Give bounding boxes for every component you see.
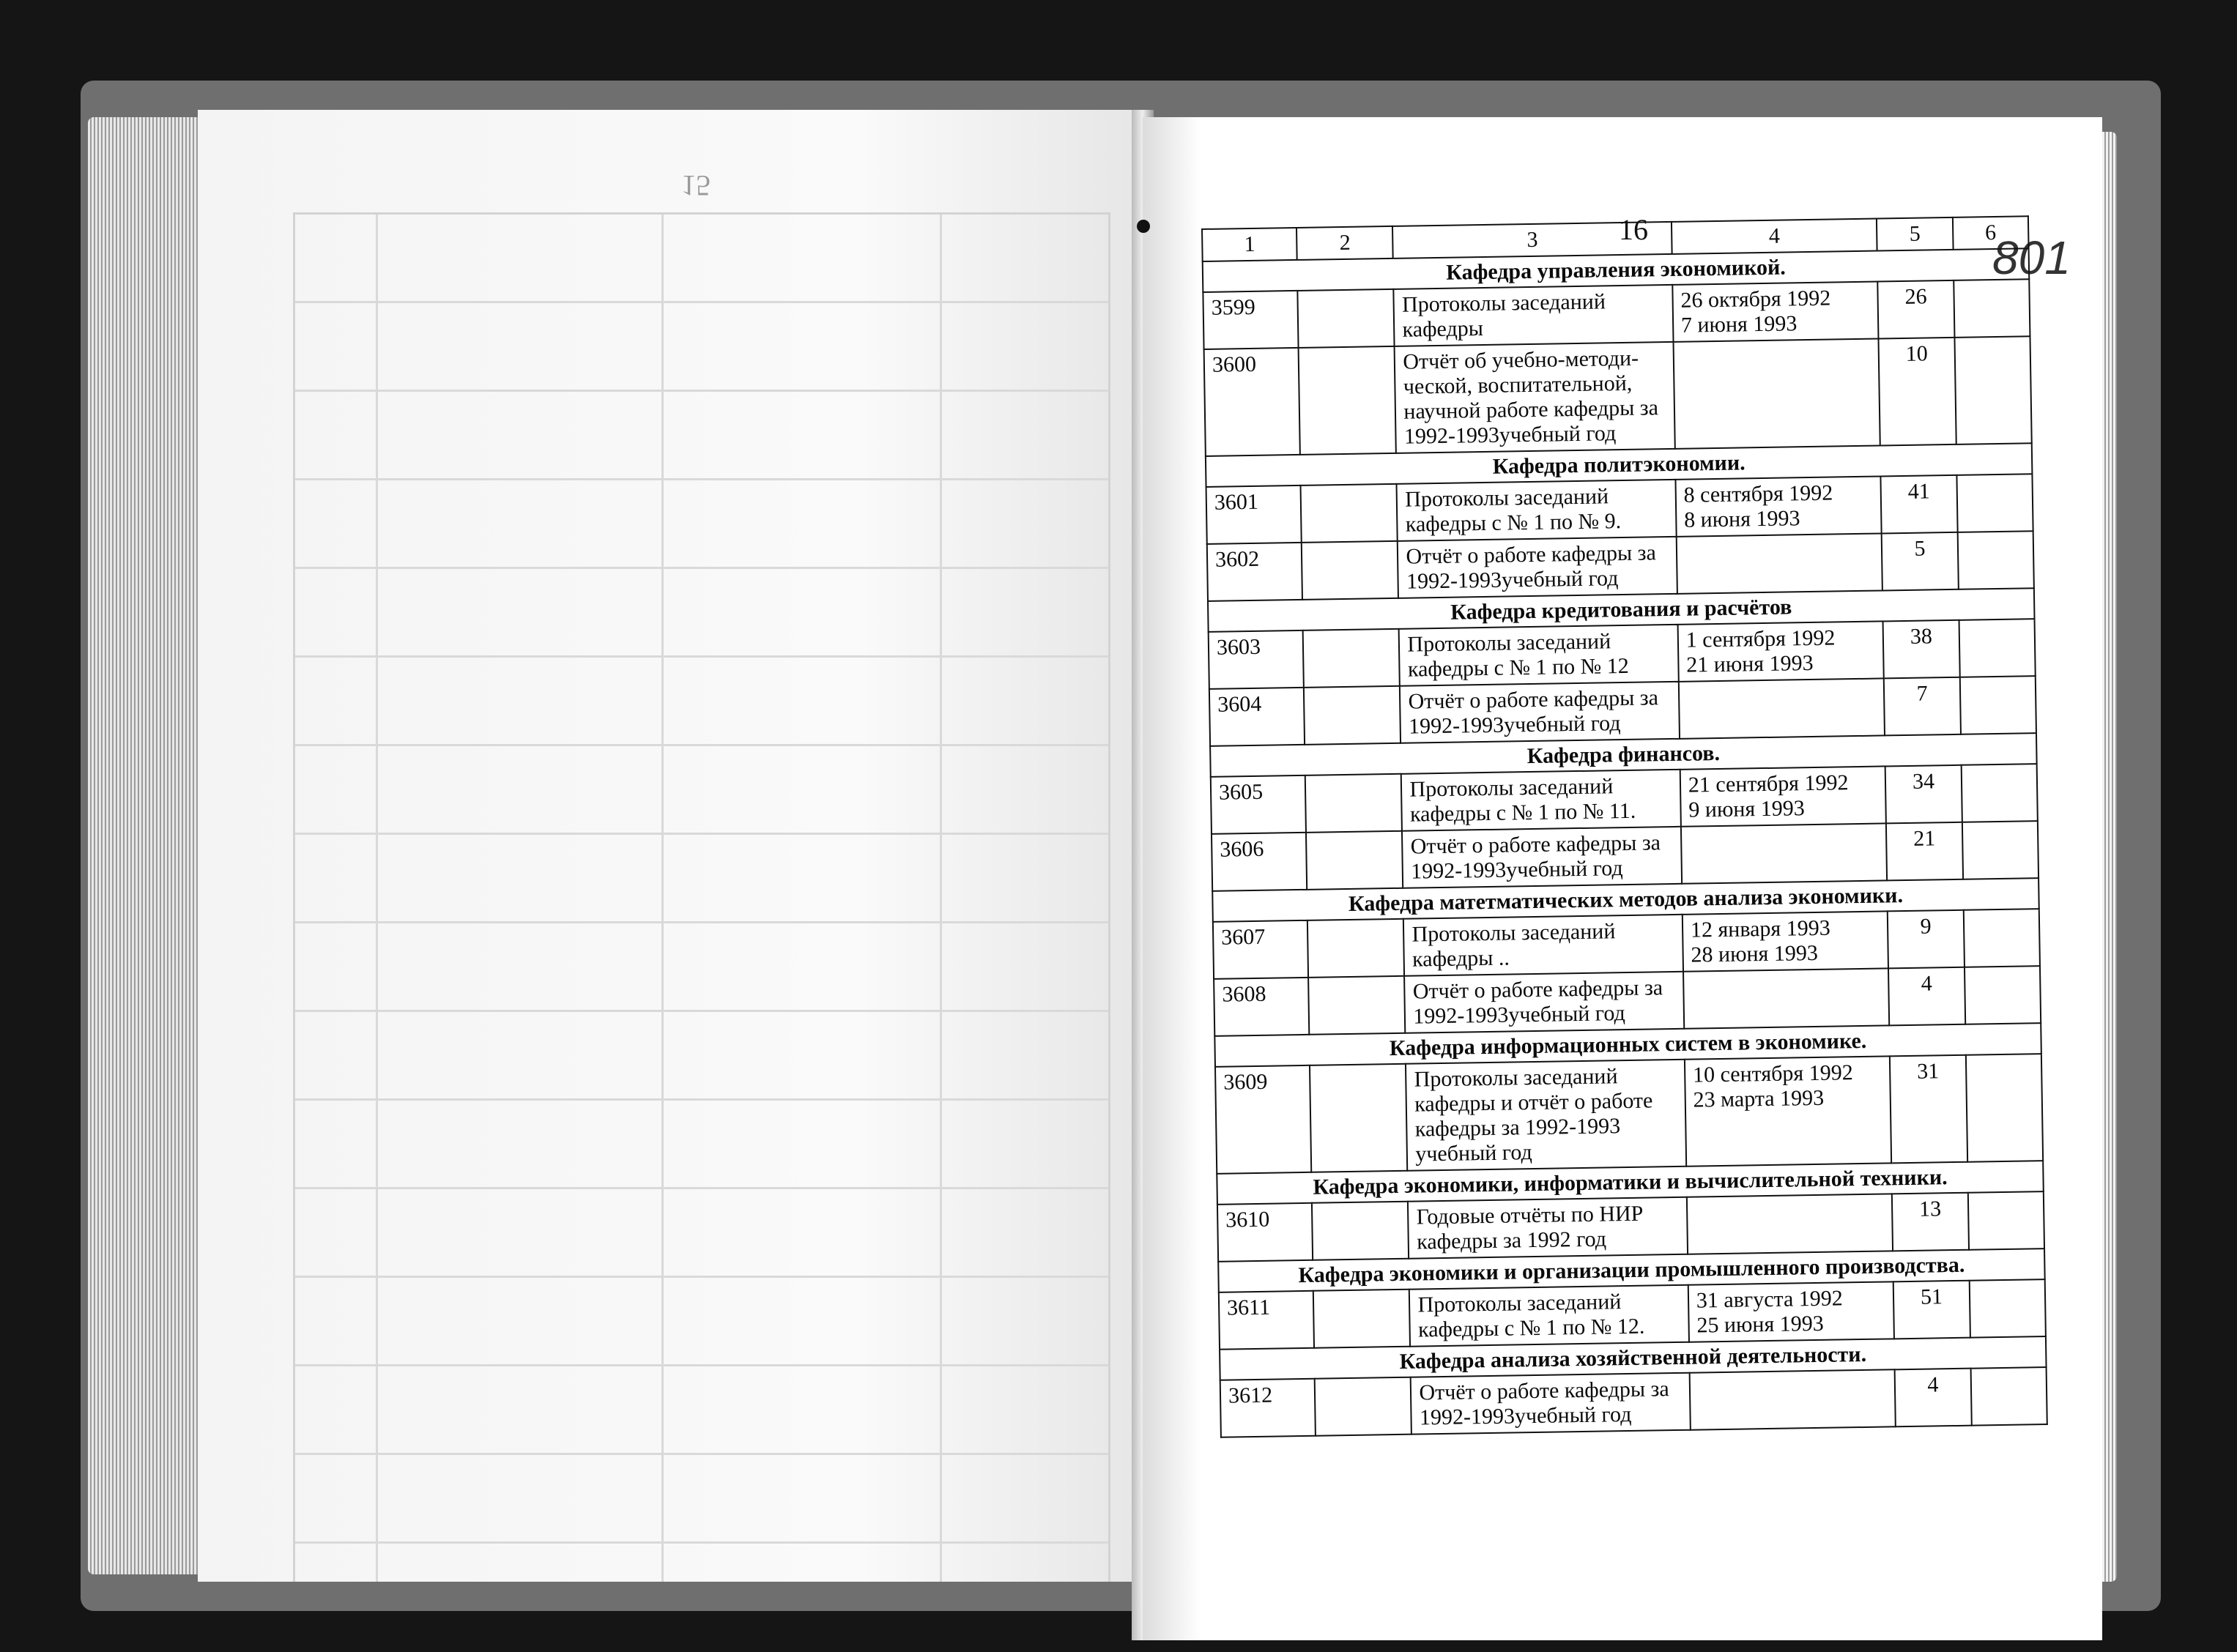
sheet-count: 7: [1884, 677, 1961, 736]
empty-cell: [1306, 831, 1403, 890]
case-date: 12 января 1993: [1690, 915, 1830, 942]
notes-cell: [1959, 619, 2036, 677]
sheet-count: 13: [1892, 1193, 1969, 1251]
column-header: 1: [1202, 228, 1297, 261]
case-title: Отчёт о работе кафедры за 1992-1993учебный год: [1411, 1373, 1691, 1435]
case-date: 26 октября 1992: [1680, 286, 1831, 313]
notes-cell: [1957, 531, 2034, 589]
sheet-count: 51: [1893, 1281, 1970, 1339]
empty-cell: [1301, 484, 1398, 543]
case-date: 7 июня 1993: [1680, 311, 1798, 338]
case-dates: [1679, 678, 1885, 738]
table-row: [1220, 1367, 2047, 1437]
case-date: 8 сентября 1992: [1683, 480, 1833, 507]
inventory-table: [1201, 215, 2048, 1438]
right-page-number: 16: [1619, 213, 1648, 246]
case-dates: [1687, 1194, 1893, 1254]
sheet-count: 41: [1881, 475, 1958, 534]
case-title: Протоколы заседаний кафедры: [1394, 285, 1674, 346]
case-title: Отчёт об учебно-методи-ческой, воспитательной, научной работе кафедры за 1992-1993учебный год: [1395, 342, 1675, 453]
empty-cell: [1310, 1064, 1407, 1172]
empty-cell: [1305, 774, 1402, 833]
empty-cell: [1307, 919, 1404, 978]
case-number: 3601: [1206, 485, 1302, 544]
archive-corner-number: 801: [1992, 231, 2071, 284]
column-header: 2: [1296, 226, 1393, 260]
notes-cell: [1956, 474, 2033, 532]
case-date: 25 июня 1993: [1696, 1311, 1825, 1338]
case-dates: [1681, 823, 1888, 883]
empty-cell: [1309, 976, 1406, 1035]
sheet-count: 9: [1888, 910, 1965, 969]
left-page-number: 15: [681, 169, 711, 202]
empty-cell: [1298, 289, 1395, 348]
case-number: 3600: [1204, 348, 1301, 456]
notes-cell: [1970, 1367, 2047, 1426]
department-name: Кафедра анализа хозяйственной деятельности.: [1220, 1336, 2047, 1380]
empty-cell: [1302, 541, 1398, 600]
sheet-count: 10: [1879, 338, 1956, 446]
department-name: Кафедра политэкономии.: [1206, 443, 2033, 487]
binding-hole: [1137, 220, 1150, 233]
case-title: Отчёт о работе кафедры за 1992-1993учебный год: [1402, 827, 1682, 888]
case-title: Отчёт о работе кафедры за 1992-1993учебный год: [1405, 972, 1685, 1033]
department-name: Кафедра финансов.: [1210, 733, 2037, 777]
sheet-count: 34: [1885, 765, 1962, 824]
empty-cell: [1304, 686, 1401, 745]
case-title: Отчёт о работе кафедры за 1992-1993учебный год: [1398, 537, 1677, 598]
notes-cell: [1962, 821, 2039, 879]
sheet-count: 5: [1882, 532, 1959, 591]
case-title: Протоколы заседаний кафедры с № 1 по № 11.: [1401, 770, 1681, 831]
case-dates: [1683, 968, 1890, 1028]
sheet-count: 21: [1886, 822, 1963, 881]
case-number: 3610: [1217, 1203, 1313, 1262]
case-number: 3602: [1207, 543, 1303, 601]
case-number: 3605: [1211, 775, 1307, 834]
case-title: Протоколы заседаний кафедры ..: [1403, 915, 1683, 976]
case-title: Протоколы заседаний кафедры с № 1 по № 12: [1399, 625, 1679, 686]
notes-cell: [1954, 336, 2032, 444]
case-dates: [1672, 282, 1879, 342]
empty-cell: [1313, 1290, 1410, 1348]
case-title: Отчёт о работе кафедры за 1992-1993учебный год: [1400, 682, 1680, 743]
left-page: [198, 110, 1143, 1582]
case-title: Годовые отчёты по НИР кафедры за 1992 год: [1408, 1197, 1688, 1259]
notes-cell: [1969, 1279, 2046, 1338]
empty-cell: [1315, 1377, 1411, 1436]
notes-cell: [1963, 909, 2040, 967]
case-number: 3611: [1219, 1291, 1315, 1350]
case-dates: [1677, 533, 1883, 593]
notes-cell: [1966, 1054, 2044, 1162]
department-name: Кафедра информационных систем в экономике.: [1214, 1023, 2041, 1067]
case-number: 3604: [1209, 688, 1305, 746]
case-dates: [1677, 621, 1884, 681]
case-title: Протоколы заседаний кафедры с № 1 по № 9.: [1397, 480, 1677, 541]
case-number: 3606: [1212, 833, 1307, 891]
case-date: 21 сентября 1992: [1688, 770, 1849, 797]
case-dates: [1688, 1281, 1895, 1342]
case-dates: [1689, 1369, 1896, 1429]
case-dates: [1685, 1056, 1892, 1166]
column-header: 4: [1672, 219, 1877, 254]
notes-cell: [1959, 676, 2036, 734]
sheet-count: 31: [1890, 1055, 1967, 1164]
department-name: Кафедра управления экономикой.: [1203, 248, 2030, 292]
case-date: 31 августа 1992: [1696, 1286, 1844, 1313]
case-date: 28 июня 1993: [1691, 940, 1819, 967]
sheet-count: 38: [1883, 620, 1960, 679]
empty-cell: [1312, 1202, 1409, 1260]
column-header: 5: [1877, 217, 1953, 251]
notes-cell: [1967, 1191, 2044, 1250]
case-date: 23 марта 1993: [1693, 1085, 1825, 1112]
case-date: 21 июня 1993: [1686, 650, 1814, 677]
case-date: 9 июня 1993: [1688, 796, 1805, 822]
case-number: 3603: [1209, 630, 1305, 689]
case-dates: [1680, 766, 1887, 826]
case-date: 8 июня 1993: [1683, 506, 1800, 532]
case-number: 3612: [1220, 1379, 1316, 1437]
table-row: [1215, 1054, 2043, 1174]
case-title: Протоколы заседаний кафедры с № 1 по № 12.: [1409, 1285, 1689, 1347]
bleed-through-grid: [293, 212, 1110, 1582]
case-dates: [1683, 911, 1889, 971]
case-date: 1 сентября 1992: [1685, 625, 1836, 652]
case-date: 10 сентября 1992: [1692, 1060, 1853, 1087]
column-header: 6: [1953, 216, 2029, 250]
department-name: Кафедра кредитования и расчётов: [1208, 588, 2035, 632]
inventory-table-body: [1203, 248, 2047, 1437]
case-number: 3608: [1214, 978, 1310, 1036]
department-name: Кафедра матетматических методов анализа экономики.: [1212, 878, 2039, 922]
case-number: 3609: [1215, 1065, 1312, 1174]
department-name: Кафедра экономики и организации промышленного производства.: [1218, 1249, 2045, 1292]
case-number: 3607: [1213, 920, 1309, 979]
sheet-count: 4: [1895, 1369, 1972, 1427]
table-row: [1204, 336, 2032, 456]
case-number: 3599: [1203, 291, 1299, 349]
notes-cell: [1954, 279, 2030, 338]
notes-cell: [1965, 966, 2041, 1024]
sheet-count: 26: [1878, 280, 1955, 339]
empty-cell: [1303, 629, 1400, 688]
case-title: Протоколы заседаний кафедры и отчёт о работе кафедры за 1992-1993 учебный год: [1406, 1060, 1686, 1171]
empty-cell: [1299, 346, 1396, 455]
case-dates: [1675, 476, 1882, 536]
notes-cell: [1961, 764, 2038, 822]
department-name: Кафедра экономики, информатики и вычислительной техники.: [1217, 1161, 2044, 1205]
case-dates: [1673, 338, 1880, 448]
column-header: 3: [1392, 222, 1672, 258]
sheet-count: 4: [1888, 967, 1965, 1026]
